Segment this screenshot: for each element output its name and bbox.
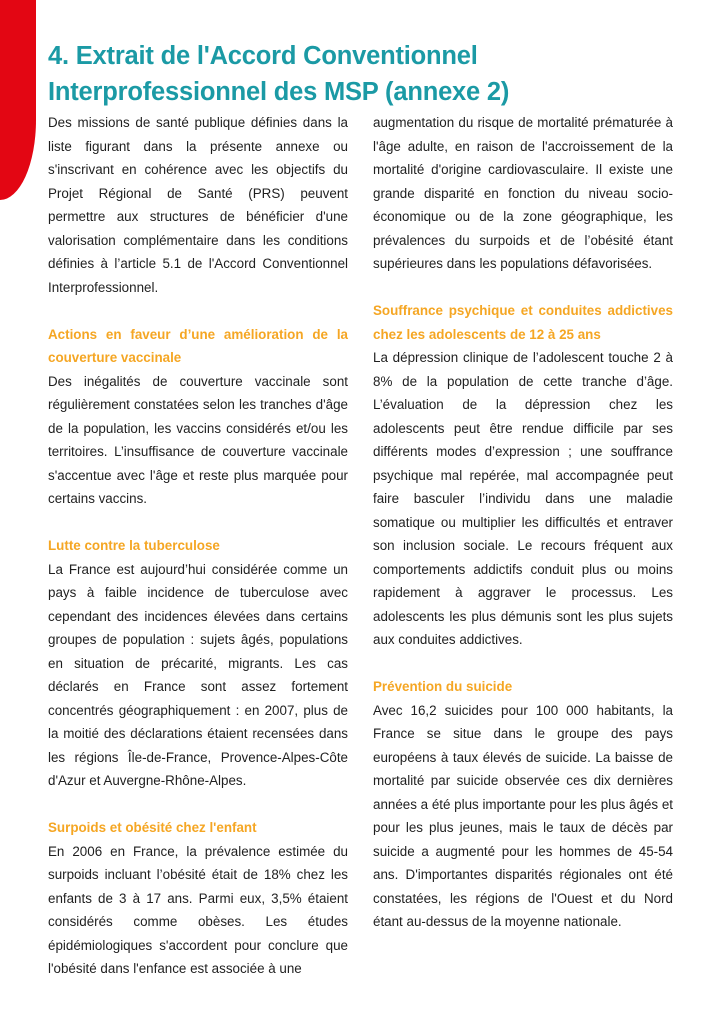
continuation-block (373, 111, 673, 276)
section-tuberculosis (48, 534, 348, 793)
left-column (48, 111, 348, 1004)
section-child-obesity (48, 816, 348, 981)
section-heading: Lutte contre la tuberculose (48, 538, 220, 553)
page-title: 4. Extrait de l'Accord Conventionnel Interprofessionnel des MSP (annexe 2) (48, 42, 510, 106)
red-accent-bar (0, 0, 36, 200)
section-paragraph: La dépression clinique de l’adolescent touche 2 à 8% de la population de cette tranche d’âge. L’évaluation de la dépression chez les adolescents peut être rendue difficile par ses différents modes d’expression ; une souffrance psychique mal repérée, mal accompagnée peut faire basculer l’individu dans une maladie somatique ou multiplier les difficultés et entraver son inclusion sociale. Le recours fréquent aux comportements addictifs conduit plus ou moins rapidement à aggraver le processus. Les adolescents les plus démunis sont les plus sujets aux conduites addictives. (373, 350, 673, 647)
section-paragraph: Des inégalités de couverture vaccinale sont régulièrement constatées selon les tranches d'âge de la population, les vaccins considérés et/ou les territoires. L’insuffisance de couverture vaccinale s'accentue avec l'âge et reste plus marquée pour certains vaccins. (48, 373, 348, 506)
section-paragraph: En 2006 en France, la prévalence estimée du surpoids incluant l’obésité était de 18% chez les enfants de 3 à 17 ans. Parmi eux, 3,5% étaient considérés comme obèses. Les études épidémiologiques s'accordent pour conclure que l'obésité dans l'enfance est associée à une (48, 843, 348, 976)
section-heading: Surpoids et obésité chez l'enfant (48, 820, 257, 835)
section-vaccination (48, 323, 348, 511)
section-suicide-prevention (373, 675, 673, 934)
section-heading: Actions en faveur d’une amélioration de la couverture vaccinale (48, 326, 348, 365)
section-paragraph: La France est aujourd’hui considérée comme un pays à faible incidence de tuberculose avec cependant des incidences élevées dans certains groupes de population : sujets âgés, populations en situation de précarité, migrants. Les cas déclarés en France sont assez fortement concentrés géographiquement : en 2007, plus de la moitié des déclarations étaient recensées dans les régions Île-de-France, Provence-Alpes-Côte d'Azur et Auvergne-Rhône-Alpes. (48, 561, 348, 788)
right-column (373, 111, 673, 957)
section-heading: Prévention du suicide (373, 679, 513, 694)
section-adolescent-distress (373, 299, 673, 652)
section-paragraph: Avec 16,2 suicides pour 100 000 habitants, la France se situe dans le groupe des pays européens à taux élevés de suicide. La baisse de mortalité par suicide observée ces dix dernières années a été plus importante pour les plus âgés et pour les plus jeunes, mais le taux de décès par suicide a augmenté pour les hommes de 45-54 ans. D'importantes disparités régionales ont été constatées, les régions de l'Ouest et du Nord étant au-dessus de la moyenne nationale. (373, 702, 673, 929)
intro-block (48, 111, 348, 299)
intro-paragraph: Des missions de santé publique définies dans la liste figurant dans la présente annexe ou s'inscrivant en cohérence avec les objectifs du Projet Régional de Santé (PRS) peuvent permettre aux structures de bénéficier d'une valorisation complémentaire dans les conditions définies à l’article 5.1 de l'Accord Conventionnel Interprofessionnel. (48, 115, 348, 295)
continuation-paragraph: augmentation du risque de mortalité prématurée à l'âge adulte, en raison de l'accroissement de la mortalité d'origine cardiovasculaire. Il existe une grande disparité en fonction du niveau socio-économique ou de la zone géographique, les prévalences du surpoids et de l’obésité étant supérieures dans les populations défavorisées. (373, 115, 673, 271)
section-heading: Souffrance psychique et conduites addictives chez les adolescents de 12 à 25 ans (373, 303, 673, 342)
